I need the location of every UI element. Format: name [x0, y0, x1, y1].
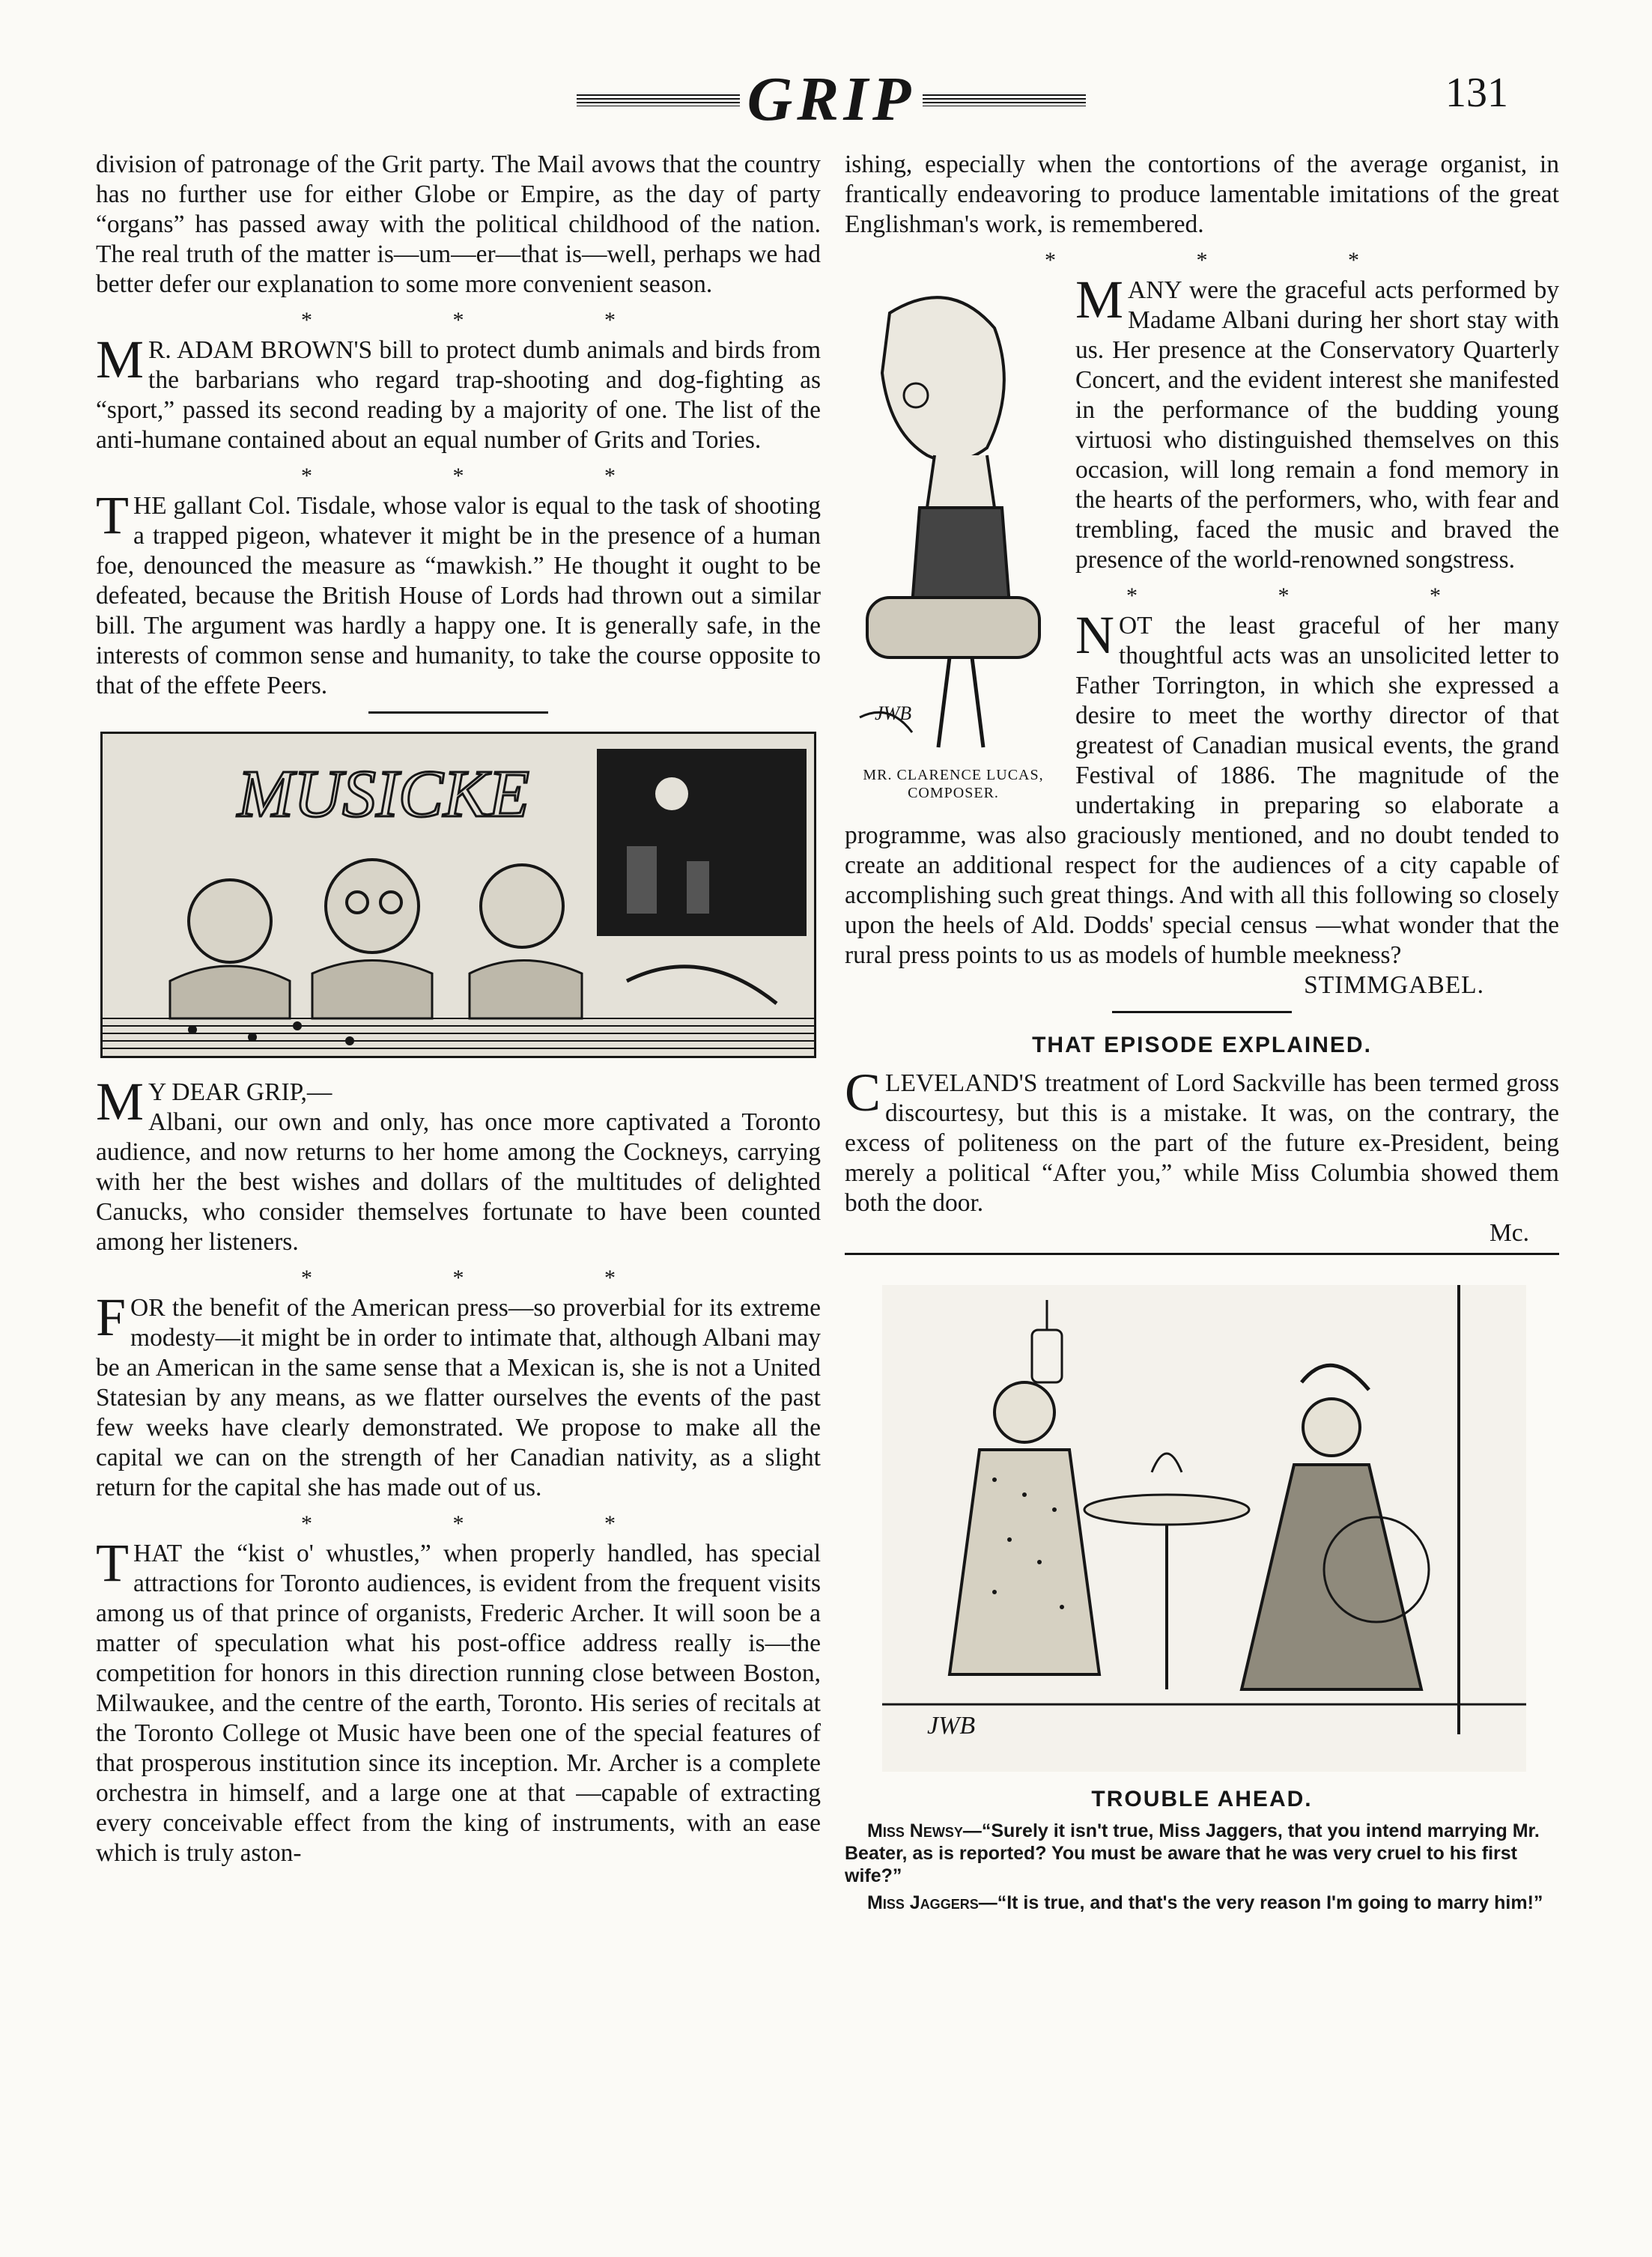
cartoon-artist-credit: JWB	[927, 1712, 976, 1740]
paragraph-text: OR the benefit of the American press—so proverbial for its extreme modesty—it might be in order to intimate that, although Albani may be an American in the same sense that a Mexican is, she is not a United Statesian by any means, as we flatter ourselves the events of the past few weeks have clearly demonstrated. We propose to make all the capital we can on the strength of her Canadian nativity, as a slight return for the capital she has made out of us.	[96, 1294, 821, 1501]
article-heading: THAT EPISODE EXPLAINED.	[1032, 1033, 1372, 1057]
portrait-drawing	[845, 283, 1062, 762]
page-number: 131	[1445, 70, 1508, 116]
paragraph-text: LEVELAND'S treatment of Lord Sackville has been termed gross discourtesy, but this is a mistake. It was, on the contrary, the excess of politeness on the part of the future ex-President, being merely a political “After you,” while Miss Columbia showed them both the door.	[845, 1069, 1559, 1217]
musicke-illustration	[100, 732, 816, 1058]
drop-cap: M	[96, 1072, 145, 1131]
drop-cap: N	[1075, 605, 1114, 665]
cartoon-dialogue	[845, 1892, 1559, 1914]
paragraph-text: R. ADAM BROWN'S bill to protect dumb animals and birds from the barbarians who regard trap-shooting and dog-fighting as “sport,” passed its second reading by a majority of one. The list of the anti-humane contained about an equal number of Grits and Tories.	[96, 336, 821, 454]
paragraph-text: HE gallant Col. Tisdale, whose valor is equal to the task of shooting a trapped pigeon, whatever it might be in the presence of a human foe, denounced the measure as “mawkish.” He thought it ought to be defeated, because the British House of Lords had thrown out a similar bill. The argument was hardly a happy one. It is generally safe, in the interests of common sense and humanity, to take the course opposite to that of the effete Peers.	[96, 492, 821, 699]
cartoon-dialogue	[845, 1820, 1559, 1887]
left-column	[96, 150, 821, 1868]
section-divider-stars: * * *	[301, 464, 683, 488]
section-rule-full	[845, 1253, 1559, 1255]
cartoon-title: TROUBLE AHEAD.	[1091, 1787, 1313, 1811]
signature: Mc.	[1489, 1219, 1529, 1247]
paragraph-text: HAT the “kist o' whustles,” when properly handled, has special attractions for Toronto audiences, is evident from the frequent visits among us of that prince of organists, Frederic Archer. It will soon be a matter of speculation what his post-office address really is—the competition for honors in this direction running close between Boston, Milwaukee, and the centre of the earth, Toronto. His series of recitals at the Toronto College ot Music have been one of the special features of that prosperous institution since its inception. Mr. Archer is a complete orchestra in himself, and a large one at that —capable of extracting every conceivable effect from the king of instruments, with an ease which is truly aston-	[96, 1540, 821, 1867]
cartoon-drawing	[882, 1285, 1526, 1772]
paragraph-text: Albani, our own and only, has once more captivated a Toronto audience, and now returns to her home among the Cockneys, carrying with her the best wishes and dollars of the multitudes of delighted Canucks, who consider themselves fortunate to have been counted among her listeners.	[96, 1108, 821, 1256]
dialogue-text: —“It is true, and that's the very reason I'm going to marry him!”	[978, 1892, 1543, 1913]
masthead-title: GRIP	[747, 64, 916, 134]
masthead	[0, 58, 1652, 141]
paragraph-text: ANY were the graceful acts performed by Madame Albani during her short stay with us. Her presence at the Conservatory Quarterly Concert, and the evident interest she manifested in the performance of the budding young virtuosi who distinguished themselves on this occasion, will long remain a fond memory in the hearts of the performers, who, with fear and trembling, faced the music and braved the presence of the world-renowned songstress.	[1075, 276, 1559, 574]
paragraph-text: OT the least graceful of her many thoughtful acts was an unsolicited letter to Father Torrington, in which she expressed a desire to meet the worthy director of that greatest of Canadian musical events, the grand Festival of 1886. The magnitude of the undertaking in preparing so elaborate a programme, was also graciously mentioned, and no doubt tended to create an additional respect for the audiences of a city capable of accomplishing such great things. And with all this following so closely upon the heels of Ald. Dodds' special census —what wonder that the rural press points to us as models of humble meekness?	[845, 612, 1559, 969]
paragraph: division of patronage of the Grit party. The Mail avows that the country has no further use for either Globe or Empire, as the day of party “organs” has passed away with the political childhood of the nation. The real truth of the matter is—um—er—that is—well, perhaps we had better defer our explanation to some more convenient season.	[96, 151, 821, 298]
paragraph	[96, 1533, 821, 1868]
drop-cap: T	[96, 485, 129, 545]
masthead-rule-right	[923, 94, 1086, 106]
trouble-ahead-cartoon	[882, 1285, 1526, 1772]
paragraph	[96, 329, 821, 455]
signature	[845, 970, 1559, 1000]
paragraph	[96, 485, 821, 701]
drop-cap: M	[96, 329, 145, 389]
musicke-illustration-drawing	[103, 734, 814, 1056]
portrait-caption	[845, 766, 1062, 802]
portrait-caption-role: COMPOSER.	[908, 785, 999, 801]
portrait-section	[845, 270, 1559, 1000]
drop-cap: C	[845, 1063, 881, 1123]
drop-cap: T	[96, 1533, 129, 1593]
paragraph	[96, 1287, 821, 1503]
signature-text: STIMMGABEL.	[1304, 971, 1484, 999]
masthead-rule-left	[577, 94, 740, 106]
section-divider-stars: * * *	[301, 1266, 683, 1290]
illustration-title-lettering: MUSICKE	[237, 757, 529, 831]
section-divider-stars: * * *	[301, 1511, 683, 1536]
paragraph: ishing, especially when the contortions of the average organist, in frantically endeavoring to produce lamentable imitations of the great Englishman's work, is remembered.	[845, 151, 1559, 238]
right-column	[845, 150, 1559, 1914]
dialogue-speaker: Miss Jaggers	[867, 1892, 979, 1913]
salutation: Y DEAR GRIP,—	[148, 1078, 332, 1106]
section-rule	[1112, 1011, 1292, 1013]
section-divider-stars: * * *	[301, 308, 683, 332]
dialogue-text: —“Surely it isn't true, Miss Jaggers, that you intend marrying Mr. Beater, as is reported? You must be aware that he was very cruel to his first wife?”	[845, 1820, 1540, 1886]
drop-cap: M	[1075, 270, 1124, 329]
portrait-figure	[845, 283, 1062, 807]
portrait-artist-credit: JWB	[875, 702, 912, 724]
section-divider-stars: * * *	[1045, 248, 1427, 273]
drop-cap: F	[96, 1287, 127, 1347]
section-divider-stars: * * *	[1126, 583, 1508, 608]
paragraph	[96, 1072, 821, 1257]
portrait-caption-name: MR. CLARENCE LUCAS,	[863, 767, 1044, 783]
section-rule	[368, 711, 548, 714]
paragraph	[845, 1063, 1559, 1218]
dialogue-speaker: Miss Newsy	[867, 1820, 963, 1841]
